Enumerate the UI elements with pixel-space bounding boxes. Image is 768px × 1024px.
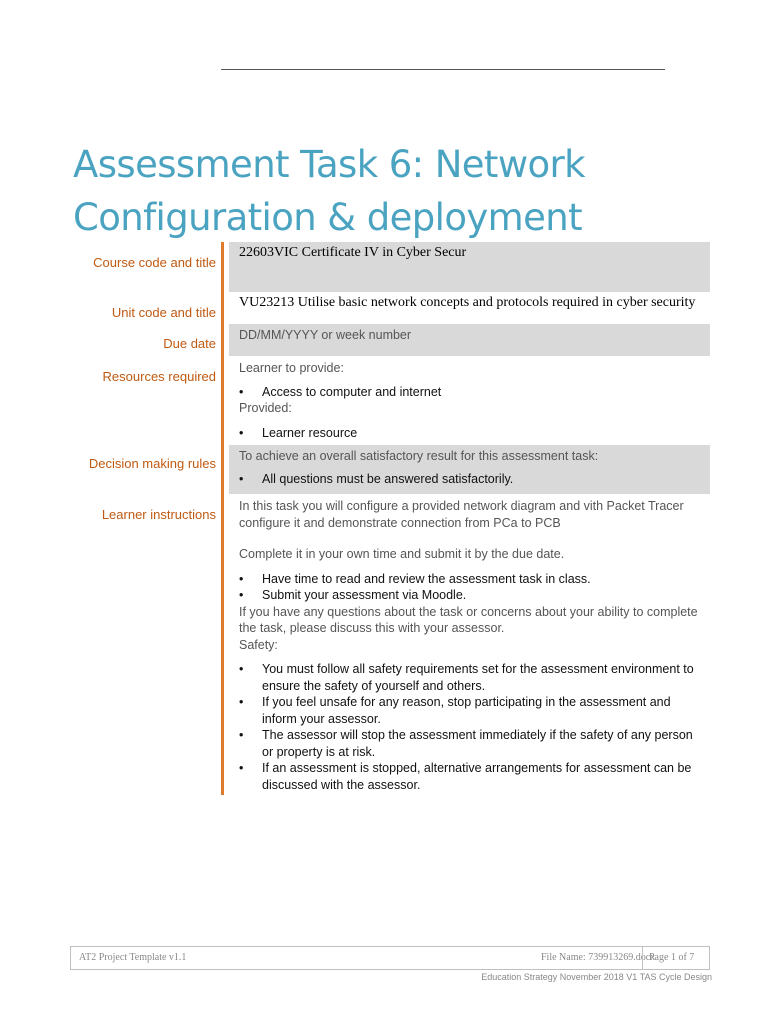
instructions-list <box>239 571 702 604</box>
footer-file-name: File Name: 739913269.docx <box>541 952 656 963</box>
instructions-value <box>229 495 710 795</box>
provided-heading: Provided: <box>239 401 292 415</box>
unit-value: VU23213 Utilise basic network concepts and protocols required in cyber security <box>239 295 696 310</box>
page-title <box>73 138 713 244</box>
unit-label: Unit code and title <box>111 305 216 320</box>
title-line-1: Assessment Task 6: Network <box>73 143 585 186</box>
footer-divider <box>642 947 643 969</box>
provided-list <box>239 425 710 442</box>
resources-value <box>229 357 710 445</box>
course-value: 22603VIC Certificate IV in Cyber Secur <box>229 242 710 292</box>
learner-provide-list <box>239 384 710 401</box>
list-item: • If you feel unsafe for any reason, stop participating in the assessment and inform your assessor. <box>239 694 702 727</box>
instructions-paragraph-1: In this task you will configure a provided network diagram and vith Packet Tracer configure it and demonstrate connection from PCa to PCB <box>239 499 684 530</box>
instructions-paragraph-2: Complete it in your own time and submit it by the due date. <box>239 547 565 561</box>
list-item: • The assessor will stop the assessment immediately if the safety of any person or property is at risk. <box>239 727 702 760</box>
list-item: • If an assessment is stopped, alternative arrangements for assessment can be discussed with the assessor. <box>239 760 702 793</box>
footer-template-name: AT2 Project Template v1.1 <box>79 952 187 963</box>
instructions-label: Learner instructions <box>101 507 216 522</box>
footer-page-number: Page 1 of 7 <box>649 952 695 963</box>
header-rule <box>221 69 665 70</box>
instructions-paragraph-3: If you have any questions about the task or concerns about your ability to complete the task, please discuss this with your assessor. <box>239 604 698 635</box>
safety-list <box>239 661 702 793</box>
list-item: • All questions must be answered satisfactorily. <box>239 471 710 488</box>
decision-intro: To achieve an overall satisfactory result for this assessment task: <box>239 449 599 463</box>
list-item: • Access to computer and internet <box>239 384 710 401</box>
due-label: Due date <box>163 336 216 351</box>
table-accent-bar <box>221 242 224 795</box>
title-line-2: Configuration & deployment <box>73 196 583 239</box>
safety-heading: Safety: <box>239 637 278 652</box>
decision-label: Decision making rules <box>88 456 216 471</box>
list-item: • You must follow all safety requirements set for the assessment environment to ensure the safety of yourself and others. <box>239 661 702 694</box>
due-value: DD/MM/YYYY or week number <box>229 324 710 356</box>
resources-label: Resources required <box>102 369 216 384</box>
list-item: • Have time to read and review the assessment task in class. <box>239 571 702 588</box>
page-footer <box>70 946 710 970</box>
learner-provide-heading: Learner to provide: <box>239 361 344 375</box>
footer-strapline: Education Strategy November 2018 V1 TAS Cycle Design <box>481 972 712 982</box>
list-item: • Learner resource <box>239 425 710 442</box>
course-label: Course code and title <box>93 255 216 270</box>
decision-value <box>229 445 710 494</box>
list-item: • Submit your assessment via Moodle. <box>239 587 702 604</box>
decision-list <box>239 471 710 488</box>
